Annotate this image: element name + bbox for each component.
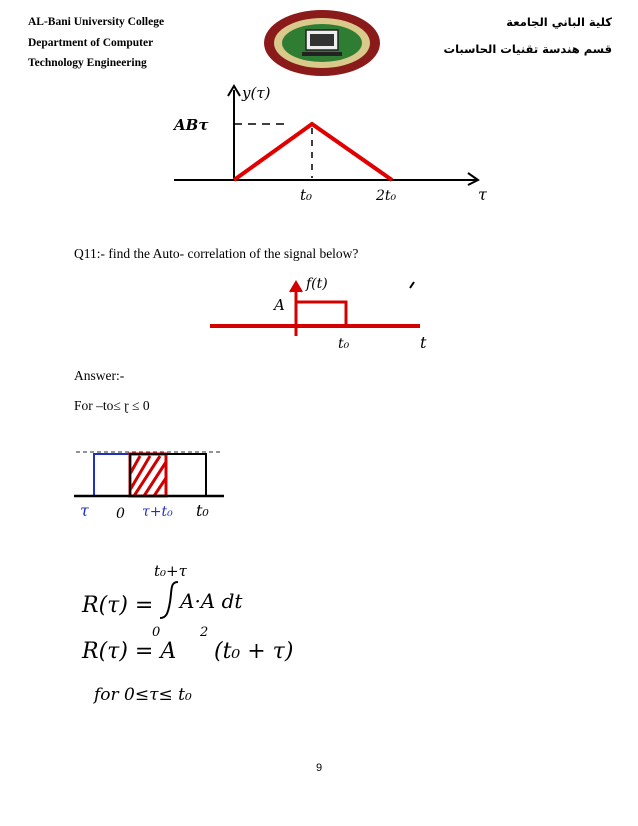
peak-label: ABτ xyxy=(174,116,209,134)
college-logo xyxy=(262,8,382,78)
t0-label: t₀ xyxy=(196,501,209,520)
tau-label: τ xyxy=(80,501,89,520)
eq2-exp: 2 xyxy=(200,625,209,640)
header-left xyxy=(28,12,164,74)
page-number: 9 xyxy=(315,762,323,774)
answer-label: Answer:- xyxy=(74,368,125,383)
header-right xyxy=(444,12,612,59)
x-axis-label: τ xyxy=(478,185,487,204)
eq2-tail: (t₀ + τ) xyxy=(214,639,294,664)
eq-range: for 0≤τ≤ t₀ xyxy=(94,685,192,705)
tick-t0: t₀ xyxy=(300,186,313,204)
eq1-lhs: R(τ) = xyxy=(82,593,154,618)
department-name-cont: Technology Engineering xyxy=(28,57,147,69)
eq1-rhs: A·A dt xyxy=(180,589,243,613)
tau-t0-label: τ+t₀ xyxy=(142,504,173,520)
upper-limit: t₀+τ xyxy=(154,562,187,580)
f-label: f(t) xyxy=(306,276,328,292)
figure-triangle xyxy=(160,80,500,210)
t-axis-label: t xyxy=(420,333,427,352)
equations xyxy=(80,556,380,716)
pulse-tick: t₀ xyxy=(338,336,350,352)
department-name-arabic: قسم هندسة تقنيات الحاسبات xyxy=(443,41,612,56)
eq2-main: R(τ) = A xyxy=(82,639,177,664)
question-text: Q11:- find the Auto- correlation of the signal below? xyxy=(74,246,359,261)
figure-overlap xyxy=(72,444,242,528)
pulse xyxy=(296,302,346,326)
department-name: Department of Computer xyxy=(28,36,154,49)
triangle-signal xyxy=(234,124,392,180)
y-label: y(τ) xyxy=(242,84,271,102)
lower-limit: 0 xyxy=(152,625,161,640)
college-name: AL-Bani University College xyxy=(28,16,165,28)
tick-2t0: 2t₀ xyxy=(376,188,397,204)
integral-sign xyxy=(160,582,178,618)
college-name-arabic: كلية الباني الجامعة xyxy=(506,15,612,29)
amp-label: A xyxy=(274,296,285,314)
figure-pulse xyxy=(206,274,446,354)
zero-label: 0 xyxy=(116,506,125,522)
range-text: For –to≤ ɽ ≤ 0 xyxy=(74,398,150,413)
